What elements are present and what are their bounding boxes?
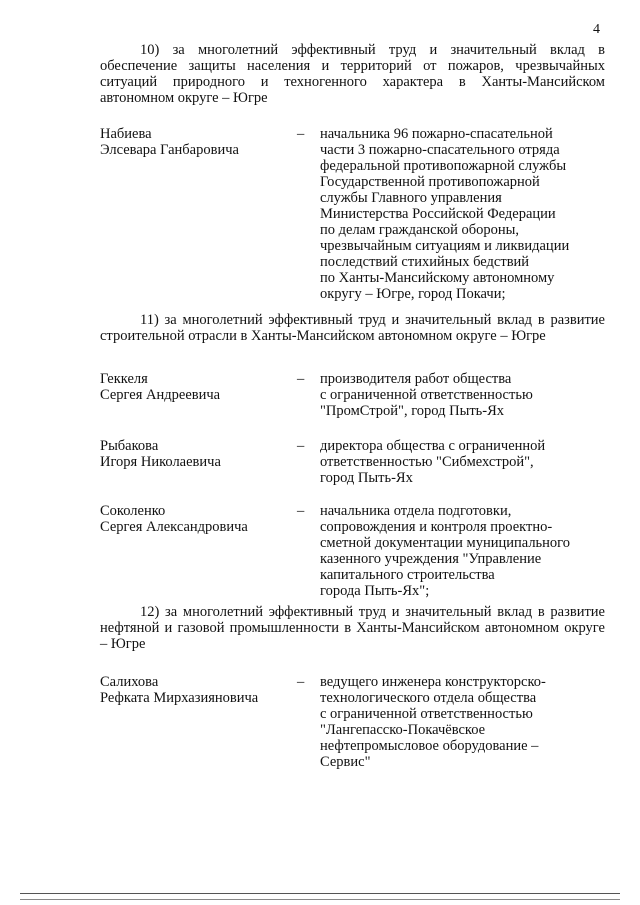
recipient-position: начальника 96 пожарно-спасательной части 3 пожарно-спасательного отряда федеральной противопожарной службы Государственной противопожарной службы Главного управления Министерства Российской Федерации по делам гражданской обороны, чрезвычайным ситуациям и ликвидации последствий стихийных бедствий по Ханты-Мансийскому автономному округу – Югре, город Покачи;: [320, 126, 570, 302]
separator-dash: –: [297, 503, 305, 519]
section-heading-text: 12) за многолетний эффективный труд и значительный вклад в развитие нефтяной и газовой промышленности в Ханты-Мансийском автономном округе – Югре: [100, 604, 605, 652]
separator-dash: –: [297, 371, 305, 387]
separator-dash: –: [297, 674, 305, 690]
recipient-position: директора общества с ограниченной ответственностью "Сибмехстрой", город Пыть-Ях: [320, 438, 546, 486]
recipient-name: Геккеля Сергея Андреевича: [100, 371, 221, 403]
page-number: 4: [593, 22, 600, 37]
section-10-heading: [100, 42, 605, 106]
footer-rule: [20, 893, 620, 894]
section-12-heading: [100, 604, 605, 652]
section-heading-text: 10) за многолетний эффективный труд и значительный вклад в обеспечение защиты населения и территорий от пожаров, чрезвычайных ситуаций природного и техногенного характера в Ханты-Мансийском автономном округе – Югре: [100, 42, 605, 106]
recipient-position: ведущего инженера конструкторско- технологического отдела общества с ограниченной ответственностью "Лангепасско-Покачёвское нефтепромысловое оборудование – Сервис": [320, 674, 546, 770]
recipient-position: начальника отдела подготовки, сопровождения и контроля проектно- сметной документации муниципального казенного учреждения "Управление капитального строительства города Пыть-Ях";: [320, 503, 571, 599]
separator-dash: –: [297, 126, 305, 142]
footer-rule: [20, 899, 620, 900]
recipient-position: производителя работ общества с ограниченной ответственностью "ПромСтрой", город Пыть-Ях: [320, 371, 533, 419]
recipient-name: Набиева Элсевара Ганбаровича: [100, 126, 239, 158]
section-heading-text: 11) за многолетний эффективный труд и значительный вклад в развитие строительной отрасли в Ханты-Мансийском автономном округе – Югре: [100, 312, 605, 344]
recipient-name: Рыбакова Игоря Николаевича: [100, 438, 221, 470]
separator-dash: –: [297, 438, 305, 454]
recipient-name: Салихова Рефката Мирхазияновича: [100, 674, 259, 706]
recipient-name: Соколенко Сергея Александровича: [100, 503, 248, 535]
section-11-heading: [100, 312, 605, 344]
